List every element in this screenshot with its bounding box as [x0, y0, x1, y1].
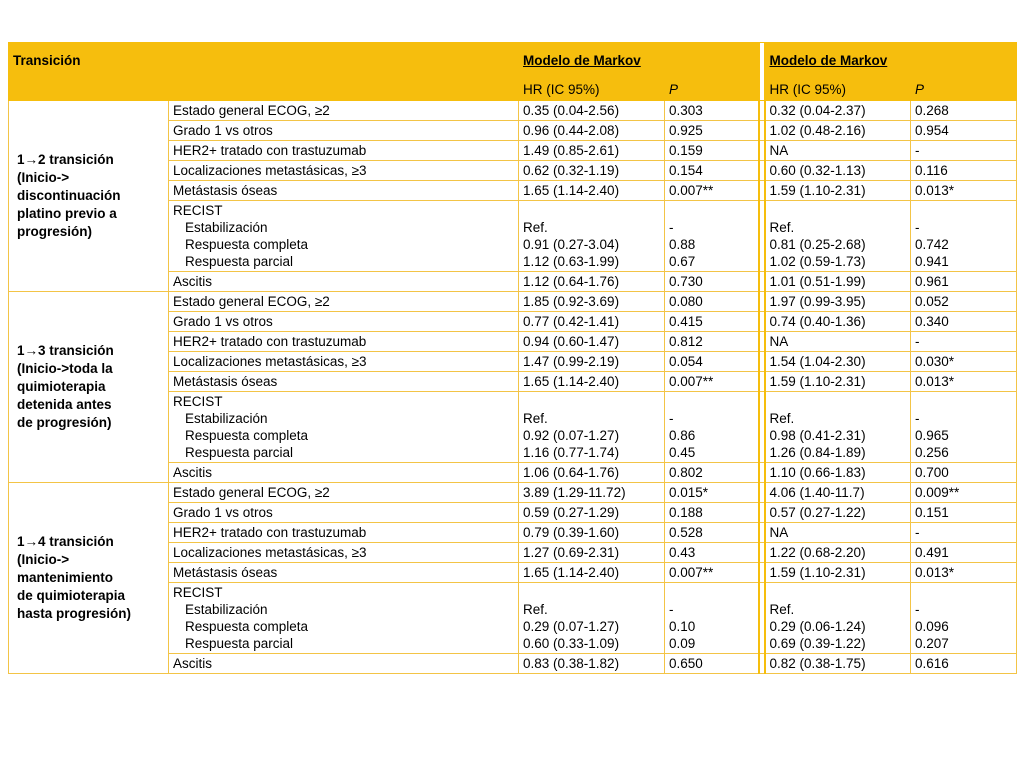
p-model1-cell: 0.080 [665, 292, 759, 312]
recist-line: 1.12 (0.63-1.99) [523, 254, 620, 269]
recist-line: Ref. [769, 220, 795, 235]
recist-p-model1-cell [665, 392, 759, 463]
variable-cell: HER2+ tratado con trastuzumab [169, 332, 519, 352]
recist-line: 0.92 (0.07-1.27) [523, 428, 620, 443]
variable-cell: Estado general ECOG, ≥2 [169, 483, 519, 503]
p-model1-cell: 0.007** [665, 372, 759, 392]
hr-model1-cell: 1.47 (0.99-2.19) [519, 352, 665, 372]
hr-model1-cell: 1.85 (0.92-3.69) [519, 292, 665, 312]
transition-title-line: (Inicio-> [17, 552, 70, 567]
recist-line [523, 393, 660, 410]
hr-model1-cell: 0.94 (0.60-1.47) [519, 332, 665, 352]
recist-line: - [915, 220, 920, 235]
p-model1-cell: 0.154 [665, 161, 759, 181]
transition-title-line: 1→2 transición [17, 152, 114, 167]
p-model2-cell: 0.340 [911, 312, 1017, 332]
hr-model2-cell: 1.97 (0.99-3.95) [765, 292, 911, 312]
hr-model1-cell: 0.35 (0.04-2.56) [519, 101, 665, 121]
recist-line: 0.60 (0.33-1.09) [523, 636, 620, 651]
transition-title-line: progresión) [17, 224, 93, 239]
recist-hr-model1-cell [519, 201, 665, 272]
transition-title-line: (Inicio->toda la [17, 361, 113, 376]
hr-model2-cell: NA [765, 523, 911, 543]
header-p-2-label: P [915, 82, 925, 97]
recist-line: Respuesta parcial [185, 636, 294, 651]
p-model2-cell: 0.151 [911, 503, 1017, 523]
p-model1-cell: 0.650 [665, 654, 759, 674]
recist-line: Respuesta completa [185, 619, 309, 634]
hr-model1-cell: 0.96 (0.44-2.08) [519, 121, 665, 141]
transition-title-line: mantenimiento [17, 570, 114, 585]
recist-line: - [669, 602, 674, 617]
variable-cell: Grado 1 vs otros [169, 503, 519, 523]
p-model1-cell: 0.159 [665, 141, 759, 161]
variable-cell: Metástasis óseas [169, 372, 519, 392]
hr-model2-cell: NA [765, 332, 911, 352]
header-model-1 [519, 43, 759, 79]
recist-line [669, 393, 754, 410]
variable-cell: Ascitis [169, 463, 519, 483]
hr-model2-cell: 1.02 (0.48-2.16) [765, 121, 911, 141]
p-model1-cell: 0.303 [665, 101, 759, 121]
recist-line [770, 393, 907, 410]
header-row-2 [9, 79, 1017, 101]
header-p-1 [665, 79, 759, 101]
recist-line: Respuesta completa [185, 237, 309, 252]
recist-line: 0.096 [915, 619, 949, 634]
p-model1-cell: 0.802 [665, 463, 759, 483]
p-model2-cell: 0.491 [911, 543, 1017, 563]
recist-line: 0.10 [669, 619, 696, 634]
p-model2-cell: 0.268 [911, 101, 1017, 121]
hr-model2-cell: 1.59 (1.10-2.31) [765, 372, 911, 392]
p-model1-cell: 0.730 [665, 272, 759, 292]
p-model1-cell: 0.528 [665, 523, 759, 543]
recist-hr-model1-cell [519, 583, 665, 654]
p-model1-cell: 0.007** [665, 563, 759, 583]
variable-cell: HER2+ tratado con trastuzumab [169, 141, 519, 161]
recist-line: 1.16 (0.77-1.74) [523, 445, 620, 460]
recist-line [770, 202, 907, 219]
recist-line: 1.02 (0.59-1.73) [769, 254, 866, 269]
recist-line: 0.45 [669, 445, 696, 460]
p-model1-cell: 0.007** [665, 181, 759, 201]
header-hr-2: HR (IC 95%) [765, 79, 911, 101]
recist-line: 0.941 [915, 254, 949, 269]
variable-cell: Grado 1 vs otros [169, 121, 519, 141]
p-model2-cell: - [911, 523, 1017, 543]
recist-line: Respuesta parcial [185, 254, 294, 269]
hr-model1-cell: 0.79 (0.39-1.60) [519, 523, 665, 543]
p-model2-cell: - [911, 332, 1017, 352]
variable-cell: Localizaciones metastásicas, ≥3 [169, 543, 519, 563]
hr-model1-cell: 1.12 (0.64-1.76) [519, 272, 665, 292]
hr-model1-cell: 0.62 (0.32-1.19) [519, 161, 665, 181]
recist-hr-model2-cell [765, 583, 911, 654]
hr-model2-cell: NA [765, 141, 911, 161]
header-blank-2 [169, 79, 519, 101]
p-model1-cell: 0.415 [665, 312, 759, 332]
recist-line [669, 584, 754, 601]
hr-model2-cell: 1.10 (0.66-1.83) [765, 463, 911, 483]
p-model2-cell: 0.009** [911, 483, 1017, 503]
variable-cell: Ascitis [169, 654, 519, 674]
recist-line: 0.742 [915, 237, 949, 252]
header-hr-1: HR (IC 95%) [519, 79, 665, 101]
p-model2-cell: 0.954 [911, 121, 1017, 141]
recist-line [669, 202, 754, 219]
recist-line: - [915, 411, 920, 426]
recist-hr-model2-cell [765, 201, 911, 272]
hr-model2-cell: 0.32 (0.04-2.37) [765, 101, 911, 121]
table-row [9, 101, 1017, 121]
hr-model1-cell: 1.65 (1.14-2.40) [519, 181, 665, 201]
recist-line: 1.26 (0.84-1.89) [769, 445, 866, 460]
p-model1-cell: 0.925 [665, 121, 759, 141]
recist-line: 0.67 [669, 254, 696, 269]
variable-cell: Estado general ECOG, ≥2 [169, 292, 519, 312]
recist-line: Estabilización [185, 220, 268, 235]
recist-p-model1-cell [665, 201, 759, 272]
p-model2-cell: 0.013* [911, 181, 1017, 201]
transition-title-line: platino previo a [17, 206, 117, 221]
variable-cell: Metástasis óseas [169, 563, 519, 583]
variable-cell: Metástasis óseas [169, 181, 519, 201]
hr-model2-cell: 1.59 (1.10-2.31) [765, 563, 911, 583]
recist-line: 0.88 [669, 237, 696, 252]
hr-model1-cell: 1.65 (1.14-2.40) [519, 563, 665, 583]
recist-line: 0.207 [915, 636, 949, 651]
table-row [9, 483, 1017, 503]
hr-model1-cell: 1.06 (0.64-1.76) [519, 463, 665, 483]
recist-line: - [669, 220, 674, 235]
p-model2-cell: 0.700 [911, 463, 1017, 483]
p-model1-cell: 0.812 [665, 332, 759, 352]
transition-title-line: hasta progresión) [17, 606, 132, 621]
recist-line: 0.69 (0.39-1.22) [769, 636, 866, 651]
header-model-2 [765, 43, 1017, 79]
transition-title-line: quimioterapia [17, 379, 106, 394]
recist-line: RECIST [173, 585, 223, 600]
recist-hr-model2-cell [765, 392, 911, 463]
recist-variable-cell [169, 583, 519, 654]
variable-cell: Localizaciones metastásicas, ≥3 [169, 161, 519, 181]
recist-line: 0.98 (0.41-2.31) [769, 428, 866, 443]
p-model1-cell: 0.188 [665, 503, 759, 523]
recist-variable-cell [169, 201, 519, 272]
p-model1-cell: 0.054 [665, 352, 759, 372]
recist-p-model2-cell [911, 201, 1017, 272]
p-model2-cell: 0.052 [911, 292, 1017, 312]
recist-line: Ref. [523, 411, 548, 426]
variable-cell: HER2+ tratado con trastuzumab [169, 523, 519, 543]
recist-hr-model1-cell [519, 392, 665, 463]
hr-model1-cell: 3.89 (1.29-11.72) [519, 483, 665, 503]
recist-variable-cell [169, 392, 519, 463]
p-model2-cell: 0.616 [911, 654, 1017, 674]
recist-line [915, 202, 1012, 219]
header-model-1-label: Modelo de Markov [523, 53, 641, 68]
recist-line: Ref. [769, 602, 795, 617]
table-row [9, 292, 1017, 312]
hr-model2-cell: 0.60 (0.32-1.13) [765, 161, 911, 181]
recist-line: - [915, 602, 920, 617]
recist-line: RECIST [173, 203, 223, 218]
transition-title-line: 1→4 transición [17, 534, 114, 549]
header-p-1-label: P [669, 82, 679, 97]
header-row-1 [9, 43, 1017, 79]
recist-line: Respuesta completa [185, 428, 309, 443]
transition-group-label [9, 101, 169, 292]
recist-line: 0.09 [669, 636, 696, 651]
variable-cell: Grado 1 vs otros [169, 312, 519, 332]
header-transition: Transición [9, 43, 519, 79]
hr-model2-cell: 0.57 (0.27-1.22) [765, 503, 911, 523]
recist-line [915, 393, 1012, 410]
hr-model2-cell: 0.74 (0.40-1.36) [765, 312, 911, 332]
hr-model1-cell: 1.27 (0.69-2.31) [519, 543, 665, 563]
variable-cell: Estado general ECOG, ≥2 [169, 101, 519, 121]
recist-line: 0.29 (0.07-1.27) [523, 619, 620, 634]
transition-title-line: de quimioterapia [17, 588, 126, 603]
recist-line [523, 202, 660, 219]
p-model2-cell: 0.116 [911, 161, 1017, 181]
p-model1-cell: 0.43 [665, 543, 759, 563]
markov-transition-table [8, 42, 1017, 674]
recist-line: Estabilización [185, 602, 268, 617]
recist-line: Ref. [769, 411, 795, 426]
hr-model2-cell: 1.59 (1.10-2.31) [765, 181, 911, 201]
transition-title-line: 1→3 transición [17, 343, 114, 358]
transition-group-label [9, 292, 169, 483]
p-model2-cell: 0.030* [911, 352, 1017, 372]
recist-line: 0.86 [669, 428, 696, 443]
header-p-2 [911, 79, 1017, 101]
p-model2-cell: 0.013* [911, 372, 1017, 392]
recist-line: 0.965 [915, 428, 949, 443]
recist-p-model1-cell [665, 583, 759, 654]
hr-model1-cell: 0.59 (0.27-1.29) [519, 503, 665, 523]
transition-title-line: discontinuación [17, 188, 121, 203]
header-model-2-label: Modelo de Markov [769, 53, 888, 68]
recist-line: 0.29 (0.06-1.24) [769, 619, 866, 634]
recist-line: RECIST [173, 394, 223, 409]
p-model2-cell: - [911, 141, 1017, 161]
recist-line: Estabilización [185, 411, 268, 426]
hr-model2-cell: 1.22 (0.68-2.20) [765, 543, 911, 563]
hr-model1-cell: 0.83 (0.38-1.82) [519, 654, 665, 674]
hr-model1-cell: 1.65 (1.14-2.40) [519, 372, 665, 392]
hr-model1-cell: 0.77 (0.42-1.41) [519, 312, 665, 332]
transition-group-label [9, 483, 169, 674]
header-blank-1 [9, 79, 169, 101]
hr-model2-cell: 4.06 (1.40-11.7) [765, 483, 911, 503]
p-model2-cell: 0.013* [911, 563, 1017, 583]
hr-model1-cell: 1.49 (0.85-2.61) [519, 141, 665, 161]
recist-line [915, 584, 1012, 601]
recist-line: 0.91 (0.27-3.04) [523, 237, 620, 252]
recist-line: - [669, 411, 674, 426]
transition-title-line: de progresión) [17, 415, 112, 430]
recist-line [523, 584, 660, 601]
p-model2-cell: 0.961 [911, 272, 1017, 292]
recist-p-model2-cell [911, 392, 1017, 463]
variable-cell: Localizaciones metastásicas, ≥3 [169, 352, 519, 372]
recist-line: Ref. [523, 602, 548, 617]
recist-p-model2-cell [911, 583, 1017, 654]
hr-model2-cell: 1.01 (0.51-1.99) [765, 272, 911, 292]
recist-line: 0.256 [915, 445, 949, 460]
recist-line: Ref. [523, 220, 548, 235]
transition-title-line: (Inicio-> [17, 170, 70, 185]
variable-cell: Ascitis [169, 272, 519, 292]
hr-model2-cell: 0.82 (0.38-1.75) [765, 654, 911, 674]
recist-line: 0.81 (0.25-2.68) [769, 237, 866, 252]
transition-title-line: detenida antes [17, 397, 112, 412]
recist-line: Respuesta parcial [185, 445, 294, 460]
recist-line [770, 584, 907, 601]
hr-model2-cell: 1.54 (1.04-2.30) [765, 352, 911, 372]
p-model1-cell: 0.015* [665, 483, 759, 503]
